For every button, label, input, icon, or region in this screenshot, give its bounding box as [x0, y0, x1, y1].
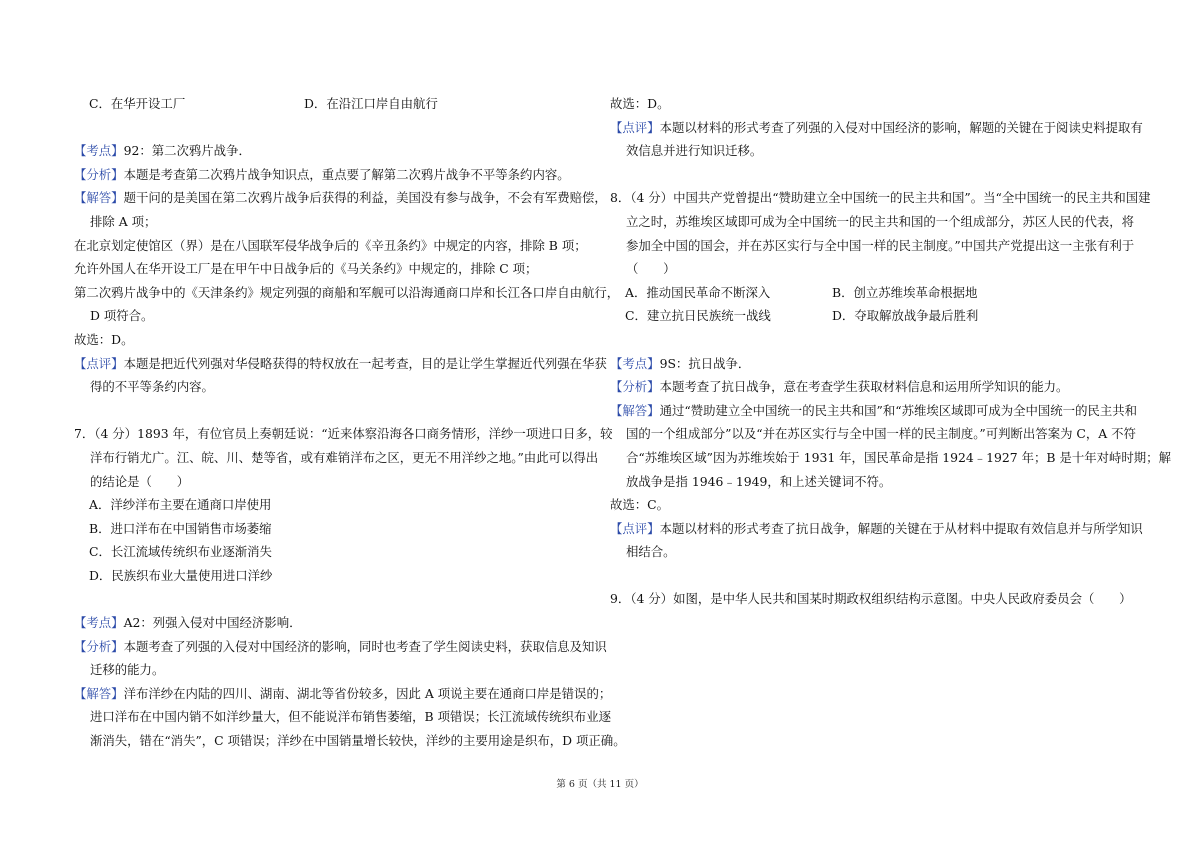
- q7-fenxi: 【分析】本题考查了列强的入侵对中国经济的影响，同时也考查了学生阅读史料，获取信息及知识: [74, 638, 607, 654]
- q8-stem: 参加全中国的国会，并在苏区实行与全中国一样的民主制度。”中国共产党提出这一主张有利于: [626, 237, 1135, 253]
- q7-stem: 洋布行销尤广。江、皖、川、楚等省，或有难销洋布之区，更无不用洋纱之地。”由此可以得出: [90, 449, 599, 465]
- q6-option-d: D．在沿江口岸自由航行: [304, 96, 438, 111]
- q8-jieda-line: 放战争是指 1946﹣1949，和上述关键词不符。: [626, 473, 892, 489]
- kaodian-tag: 【考点】: [74, 143, 124, 159]
- q7-option-b: B．进口洋布在中国销售市场萎缩: [89, 520, 272, 536]
- q7-option-d: D．民族织布业大量使用进口洋纱: [89, 567, 273, 583]
- q7-jieda: 【解答】洋布洋纱在内陆的四川、湖南、湖北等省份较多，因此 A 项说主要在通商口岸是错误的；: [74, 685, 612, 701]
- q7-jieda-line: 渐消失，错在“消失”，C 项错误；洋纱在中国销量增长较快，洋纱的主要用途是织布，D 项正确。: [90, 733, 626, 749]
- q6-option-c: C．在华开设工厂: [89, 96, 186, 111]
- q7-option-c: C．长江流域传统织布业逐渐消失: [89, 544, 272, 560]
- q8-jieda-line: 合“苏维埃区域”因为苏维埃始于 1931 年，国民革命是指 1924﹣1927 年；B 是十年对峙时期；解: [626, 449, 1171, 465]
- q7-jieda-line: 进口洋布在中国内销不如洋纱量大，但不能说洋布销售萎缩，B 项错误；长江流域传统织布业逐: [90, 709, 612, 725]
- q8-option-b: B．创立苏维埃革命根据地: [832, 284, 978, 300]
- dianping-tag: 【点评】: [74, 355, 124, 371]
- kaodian-tag: 【考点】: [610, 355, 660, 371]
- q8-option-d: D．夺取解放战争最后胜利: [832, 308, 979, 324]
- q6-jieda: 【解答】题干问的是美国在第二次鸦片战争后获得的利益，美国没有参与战争，不会有军费赔偿，: [74, 190, 607, 206]
- q6-kaodian: 【考点】92：第二次鸦片战争．: [74, 143, 251, 159]
- q6-fenxi: 【分析】本题是考查第二次鸦片战争知识点，重点要了解第二次鸦片战争不平等条约内容。: [74, 166, 570, 182]
- q7-fenxi-line: 迁移的能力。: [90, 662, 165, 678]
- q8-option-a: A．推动国民革命不断深入: [625, 284, 771, 300]
- right-column: [610, 92, 1171, 611]
- jieda-tag: 【解答】: [74, 685, 124, 701]
- q8-options-cd: [610, 304, 1138, 328]
- left-column: [74, 92, 626, 753]
- q6-options-cd: [74, 92, 602, 116]
- q6-jieda-line: 允许外国人在华开设工厂是在甲午中日战争后的《马关条约》中规定的，排除 C 项；: [74, 261, 538, 277]
- q8-stem: 立之时，苏维埃区域即可成为全中国统一的民主共和国的一个组成部分，苏区人民的代表，将: [626, 213, 1135, 229]
- fenxi-tag: 【分析】: [74, 166, 124, 182]
- q8-jieda-line: 国的一个组成部分”以及“并在苏区实行与全中国一样的民主制度。”可判断出答案为 C，A 不符: [626, 426, 1136, 442]
- q6-jieda-line: 在北京划定使馆区（界）是在八国联军侵华战争后的《辛丑条约》中规定的内容，排除 B 项；: [74, 237, 587, 253]
- q6-dianping-line: 得的不平等条约内容。: [90, 379, 214, 395]
- q8-dianping: 【点评】本题以材料的形式考查了抗日战争，解题的关键在于从材料中提取有效信息并与所学知识: [610, 520, 1143, 536]
- fenxi-tag: 【分析】: [74, 638, 124, 654]
- q7-dianping: 【点评】本题以材料的形式考查了列强的入侵对中国经济的影响，解题的关键在于阅读史料提取有: [610, 119, 1143, 135]
- page-footer: 第 6 页（共 11 页）: [556, 779, 644, 790]
- q6-dianping: 【点评】本题是把近代列强对华侵略获得的特权放在一起考查，目的是让学生掌握近代列强在华获: [74, 355, 607, 371]
- q7-option-a: A．洋纱洋布主要在通商口岸使用: [89, 497, 272, 513]
- q8-jieda: 【解答】通过“赞助建立全中国统一的民主共和国”和“苏维埃区域即可成为全中国统一的民主共和: [610, 402, 1138, 418]
- q7-answer: 故选：D。: [610, 96, 670, 111]
- jieda-tag: 【解答】: [610, 402, 660, 418]
- q8-fenxi: 【分析】本题考查了抗日战争，意在考查学生获取材料信息和运用所学知识的能力。: [610, 379, 1069, 395]
- jieda-tag: 【解答】: [74, 190, 124, 206]
- dianping-tag: 【点评】: [610, 520, 660, 536]
- q8-answer: 故选：C。: [610, 497, 670, 513]
- q8-stem: 8．（4 分）中国共产党曾提出“赞助建立全中国统一的民主共和国”。当“全中国统一的民主共和国建: [610, 190, 1151, 206]
- kaodian-tag: 【考点】: [74, 615, 124, 631]
- q8-stem: （ ）: [626, 261, 676, 277]
- q8-dianping-line: 相结合。: [626, 544, 676, 560]
- q6-answer: 故选：D。: [74, 331, 134, 347]
- q6-jieda-line: 第二次鸦片战争中的《天津条约》规定列强的商船和军舰可以沿海通商口岸和长江各口岸自由航行，: [74, 284, 620, 300]
- q7-dianping-line: 效信息并进行知识迁移。: [626, 143, 763, 159]
- fenxi-tag: 【分析】: [610, 379, 660, 395]
- q7-stem: 的结论是（ ）: [90, 473, 190, 489]
- q9-stem: 9．（4 分）如图，是中华人民共和国某时期政权组织结构示意图。中央人民政府委员会（ ）: [610, 591, 1132, 607]
- q6-jieda-line: D 项符合。: [90, 308, 154, 324]
- q8-option-c: C．建立抗日民族统一战线: [625, 308, 771, 324]
- q6-jieda-line: 排除 A 项；: [90, 213, 157, 229]
- q8-kaodian: 【考点】9S：抗日战争．: [610, 355, 751, 371]
- q8-options-ab: [610, 281, 1138, 305]
- q7-stem: 7．（4 分）1893 年，有位官员上奏朝廷说：“近来体察沿海各口商务情形，洋纱一项进口日多，较: [74, 426, 613, 442]
- q7-kaodian: 【考点】A2：列强入侵对中国经济影响．: [74, 615, 302, 631]
- dianping-tag: 【点评】: [610, 119, 660, 135]
